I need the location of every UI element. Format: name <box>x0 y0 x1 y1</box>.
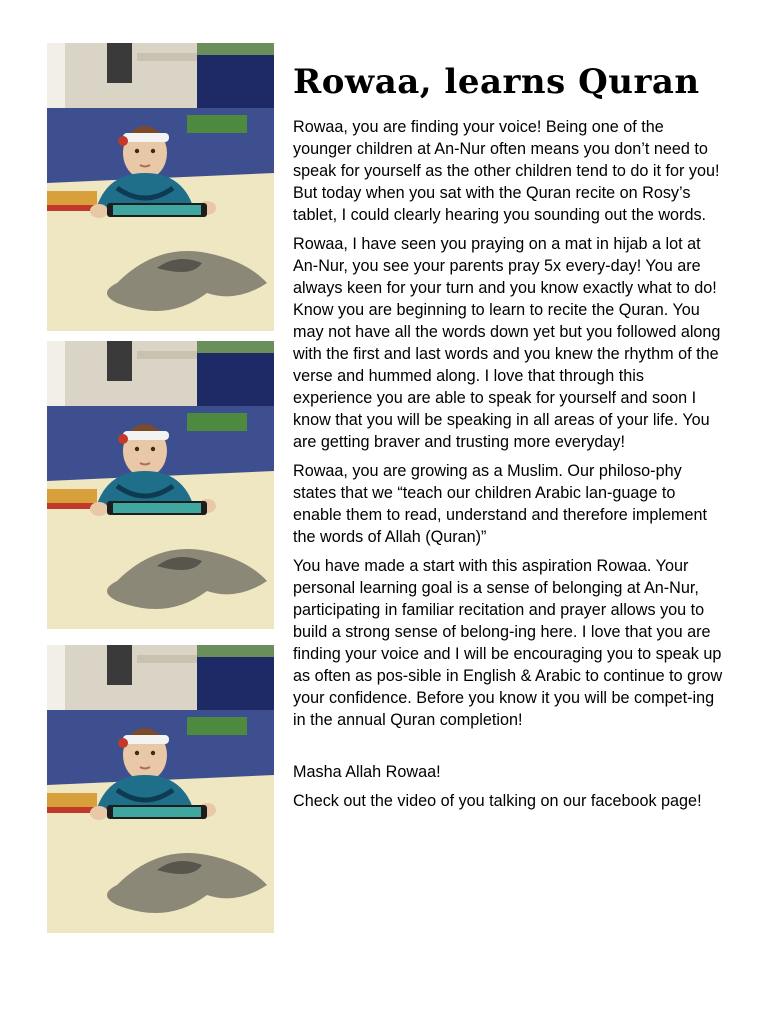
paragraph-praying: Rowaa, I have seen you praying on a mat in hijab a lot at An-Nur, you see your parents pray 5x every-day! You are always keen for your turn and you know exactly what to do! Know you are beginning to learn to recite the Quran. You may not have all the words down yet but you followed along with the first and last words and you knew the rhythm of the verse and hummed along. I love that through this experience you are able to speak for yourself and soon I know that you will be speaking in all areas of your life. You are getting braver and trusting more everyday! <box>293 235 721 451</box>
paragraph-finding-voice: Rowaa, you are finding your voice! Being one of the younger children at An-Nur often means you don’t need to speak for yourself as the other children tend to do it for you! But today when you sat with the Quran recite on Rosy’s tablet, I could clearly hearing you sounding out the words. <box>293 118 720 224</box>
page-title: Rowaa, learns Quran <box>293 62 700 102</box>
story-text <box>293 116 725 819</box>
child-with-tablet-photo-2 <box>47 341 274 629</box>
paragraph-learning-goal: You have made a start with this aspiration Rowaa. Your personal learning goal is a sense of belonging at An-Nur, participating in familiar recitation and prayer allows you to build a strong sense of belong-ing here. I love that you are finding your voice and I will be encouraging you to speak up as often as pos-sible in English & Arabic to continue to grow your confidence. Before you know it you will be compet-ing in the annual Quran completion! <box>293 557 723 729</box>
paragraph-facebook: Check out the video of you talking on our facebook page! <box>293 792 702 810</box>
paragraph-masha-allah: Masha Allah Rowaa! <box>293 763 441 781</box>
child-with-tablet-photo-1 <box>47 43 274 331</box>
paragraph-philosophy: Rowaa, you are growing as a Muslim. Our philoso-phy states that we “teach our children Arabic lan-guage to enable them to read, understand and therefore implement the words of Allah (Quran)” <box>293 462 707 546</box>
child-with-tablet-photo-3 <box>47 645 274 933</box>
